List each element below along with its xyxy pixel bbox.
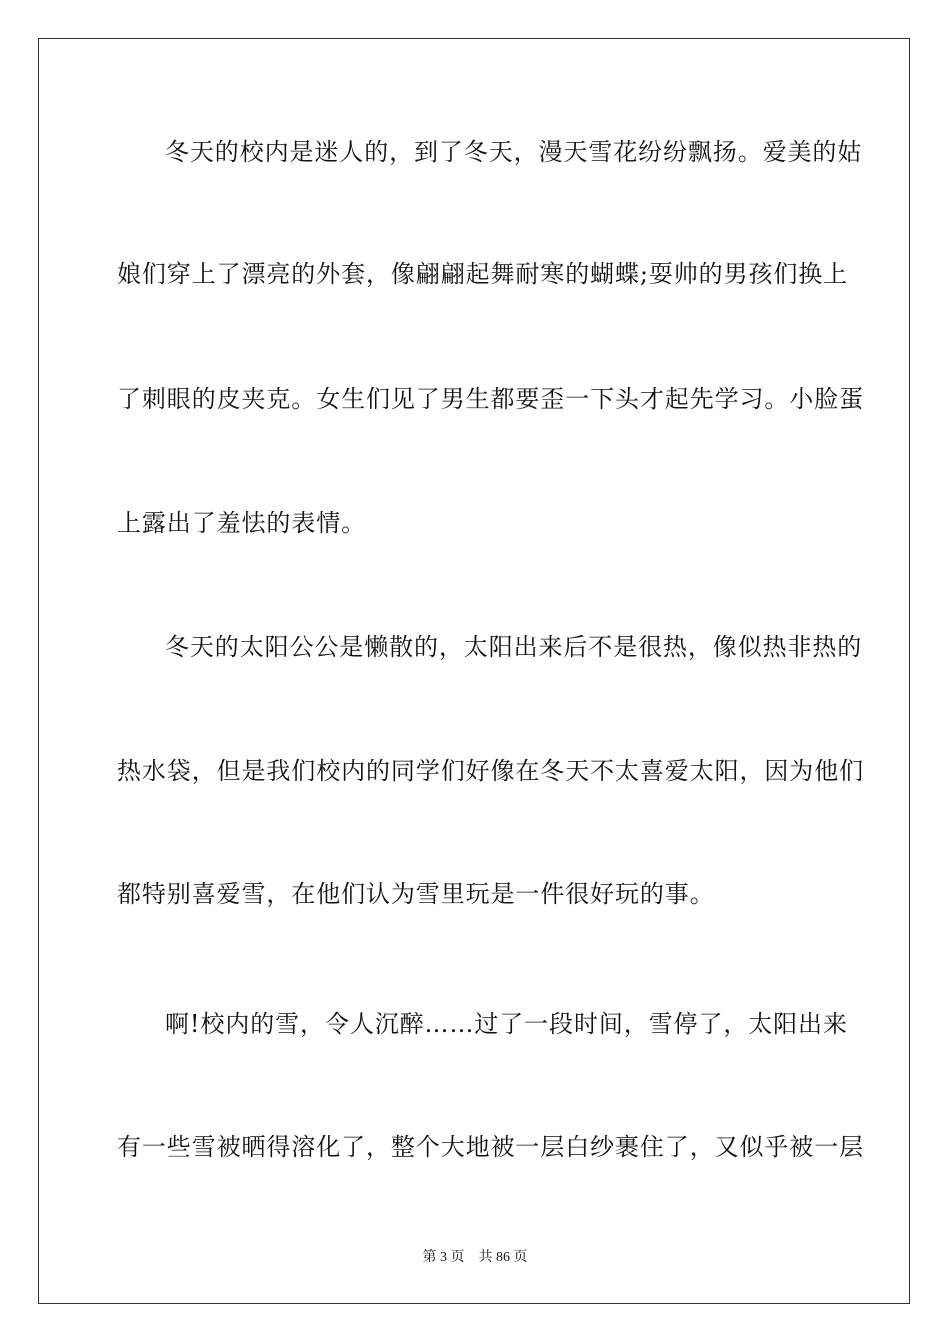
paragraph-2-line-3: 都特别喜爱雪，在他们认为雪里玩是一件很好玩的事。	[117, 880, 715, 908]
page-total: 共 86 页	[478, 1250, 528, 1265]
paragraph-2-line-1: 冬天的太阳公公是懒散的，太阳出来后不是很热，像似热非热的	[165, 633, 863, 661]
paragraph-3-line-2: 有一些雪被晒得溶化了，整个大地被一层白纱裹住了，又似乎被一层	[117, 1133, 864, 1161]
paragraph-1-line-2: 娘们穿上了漂亮的外套，像翩翩起舞耐寒的蝴蝶;耍帅的男孩们换上	[117, 260, 849, 288]
page-border	[38, 38, 910, 1304]
page-footer	[0, 1246, 950, 1266]
paragraph-1-line-4: 上露出了羞怯的表情。	[117, 509, 366, 537]
page-number: 第 3 页	[422, 1250, 465, 1265]
paragraph-1-line-3: 了刺眼的皮夹克。女生们见了男生都要歪一下头才起先学习。小脸蛋	[117, 385, 864, 413]
paragraph-3-line-1: 啊!校内的雪，令人沉醉……过了一段时间，雪停了，太阳出来	[165, 1010, 848, 1038]
paragraph-2-line-2: 热水袋，但是我们校内的同学们好像在冬天不太喜爱太阳，因为他们	[117, 757, 864, 785]
paragraph-1-line-1: 冬天的校内是迷人的，到了冬天，漫天雪花纷纷飘扬。爱美的姑	[165, 138, 863, 166]
